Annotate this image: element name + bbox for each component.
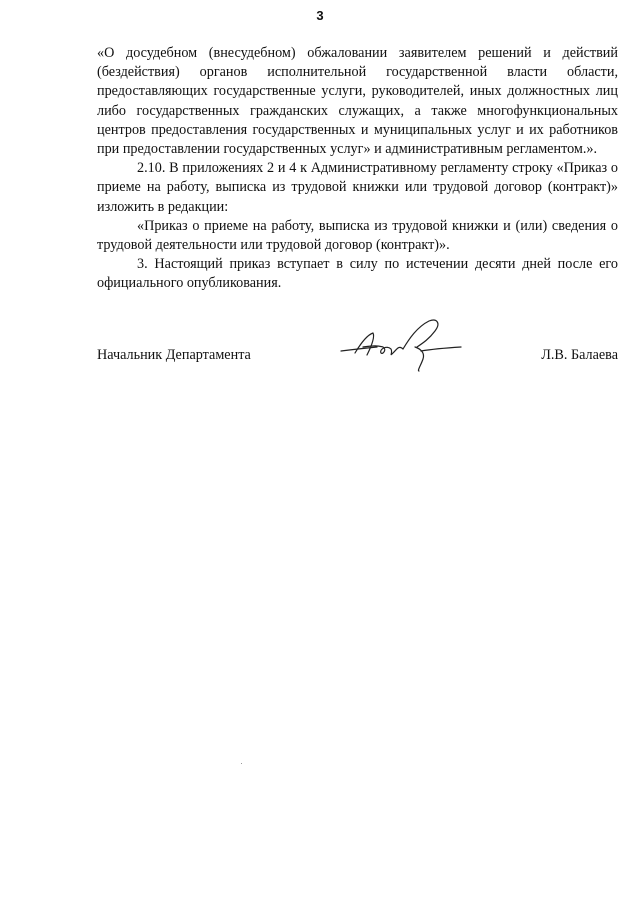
page-number: 3 [316, 8, 324, 23]
handwritten-signature [337, 313, 467, 373]
scan-artifact [241, 763, 242, 764]
paragraph-3-entry-into-force: 3. Настоящий приказ вступает в силу по истечении десяти дней после его официального опубликования. [97, 256, 618, 292]
paragraph-appeal-procedure: «О досудебном (внесудебном) обжаловании заявителем решений и действий (бездействия) органов исполнительной государственной власти области, предоставляющих государственные услуги, руководителей, иных должностных лиц либо государственных гражданских служащих, а также многофункциональных центров предоставления государственных и муниципальных услуг и их работников при предоставлении государственных услуг» и административным регламентом.». [97, 45, 618, 158]
document-body [97, 44, 618, 294]
paragraph-2-10: 2.10. В приложениях 2 и 4 к Административному регламенту строку «Приказ о приеме на работу, выписка из трудовой книжки или трудовой договор (контракт)» изложить в редакции: [97, 160, 618, 215]
paragraph-new-wording: «Приказ о приеме на работу, выписка из трудовой книжки и (или) сведения о трудовой деятельности или трудовой договор (контракт)». [97, 217, 618, 254]
signatory-title: Начальник Департамента [97, 347, 251, 363]
signatory-name: Л.В. Балаева [541, 347, 618, 363]
